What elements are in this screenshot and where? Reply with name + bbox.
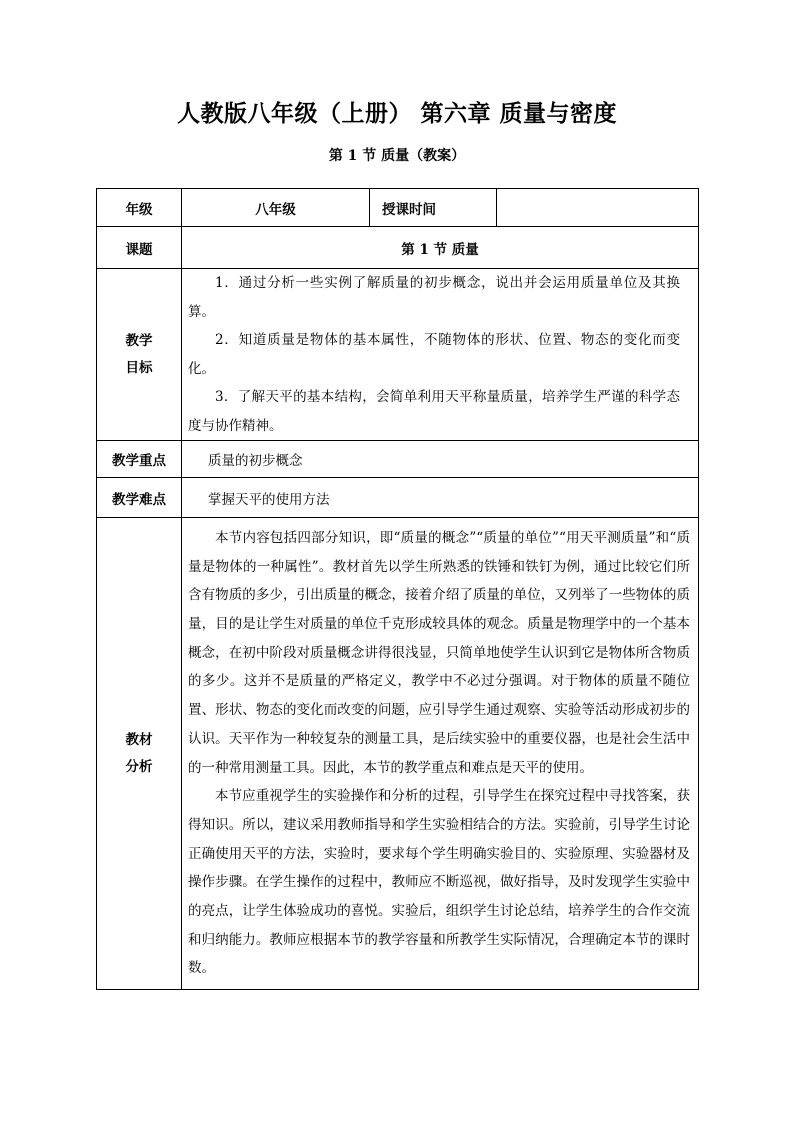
- grade-row: [97, 189, 699, 227]
- analysis-paragraph-1: 本节内容包括四部分知识，即“质量的概念”“质量的单位”“用天平测质量”和“质量是物体的一种属性”。教材首先以学生所熟悉的铁锤和铁钉为例，通过比较它们所含有物质的多少，引出质量的概念，接着介绍了质量的单位，又列举了一些物体的质量，目的是让学生对质量的单位千克形成较具体的观念。质量是物理学中的一个基本概念，在初中阶段对质量概念讲得很浅显，只简单地使学生认识到它是物体所含物质的多少。这并不是质量的严格定义，教学中不必过分强调。对于物体的质量不随位置、形状、物态的变化而改变的问题，应引导学生通过观察、实验等活动形成初步的认识。天平作为一种较复杂的测量工具，是后续实验中的重要仪器，也是社会生活中的一种常用测量工具。因此，本节的教学重点和难点是天平的使用。: [188, 529, 690, 776]
- lesson-plan-table: [96, 188, 699, 990]
- analysis-label-line1: 教材: [125, 731, 153, 748]
- goal-item-2: 2．知道质量是物体的基本属性，不随物体的形状、位置、物态的变化而变化。: [188, 332, 680, 377]
- goal-item-3: 3．了解天平的基本结构，会简单利用天平称量质量，培养学生严谨的科学态度与协作精神。: [188, 389, 680, 434]
- goals-label-line1: 教学: [125, 332, 153, 349]
- grade-value: 八年级: [182, 189, 370, 227]
- goals-content: [182, 269, 699, 441]
- analysis-paragraph-2: 本节应重视学生的实验操作和分析的过程，引导学生在探究过程中寻找答案，获得知识。所以，建议采用教师指导和学生实验相结合的方法。实验前，引导学生讨论正确使用天平的方法，实验时，要求每个学生明确实验目的、实验原理、实验器材及操作步骤。在学生操作的过程中，教师应不断巡视，做好指导，及时发现学生实验中的亮点，让学生体验成功的喜悦。实验后，组织学生讨论总结，培养学生的合作交流和归纳能力。教师应根据本节的教学容量和所教学生实际情况，合理确定本节的课时数。: [188, 788, 690, 977]
- topic-row: [97, 227, 699, 269]
- key-point-row: [97, 441, 699, 478]
- goals-label-line2: 目标: [125, 359, 153, 376]
- difficulty-value: 掌握天平的使用方法: [182, 478, 699, 518]
- difficulty-label: 教学难点: [97, 478, 182, 518]
- key-point-label: 教学重点: [97, 441, 182, 478]
- document-title: 人教版八年级（上册） 第六章 质量与密度: [176, 100, 617, 127]
- key-point-value: 质量的初步概念: [182, 441, 699, 478]
- analysis-label: [97, 518, 182, 990]
- goal-item-1: 1．通过分析一些实例了解质量的初步概念，说出并会运用质量单位及其换算。: [188, 275, 680, 320]
- analysis-row: [97, 518, 699, 990]
- class-time-value: [497, 189, 699, 227]
- goals-row: [97, 269, 699, 441]
- topic-label: 课题: [97, 227, 182, 269]
- analysis-content: [182, 518, 699, 990]
- class-time-label: 授课时间: [370, 189, 497, 227]
- document-subtitle: 第 1 节 质量（教案）: [328, 148, 466, 164]
- topic-value: 第 1 节 质量: [182, 227, 699, 269]
- analysis-label-line2: 分析: [125, 758, 153, 775]
- grade-label: 年级: [97, 189, 182, 227]
- goals-label: [97, 269, 182, 441]
- difficulty-row: [97, 478, 699, 518]
